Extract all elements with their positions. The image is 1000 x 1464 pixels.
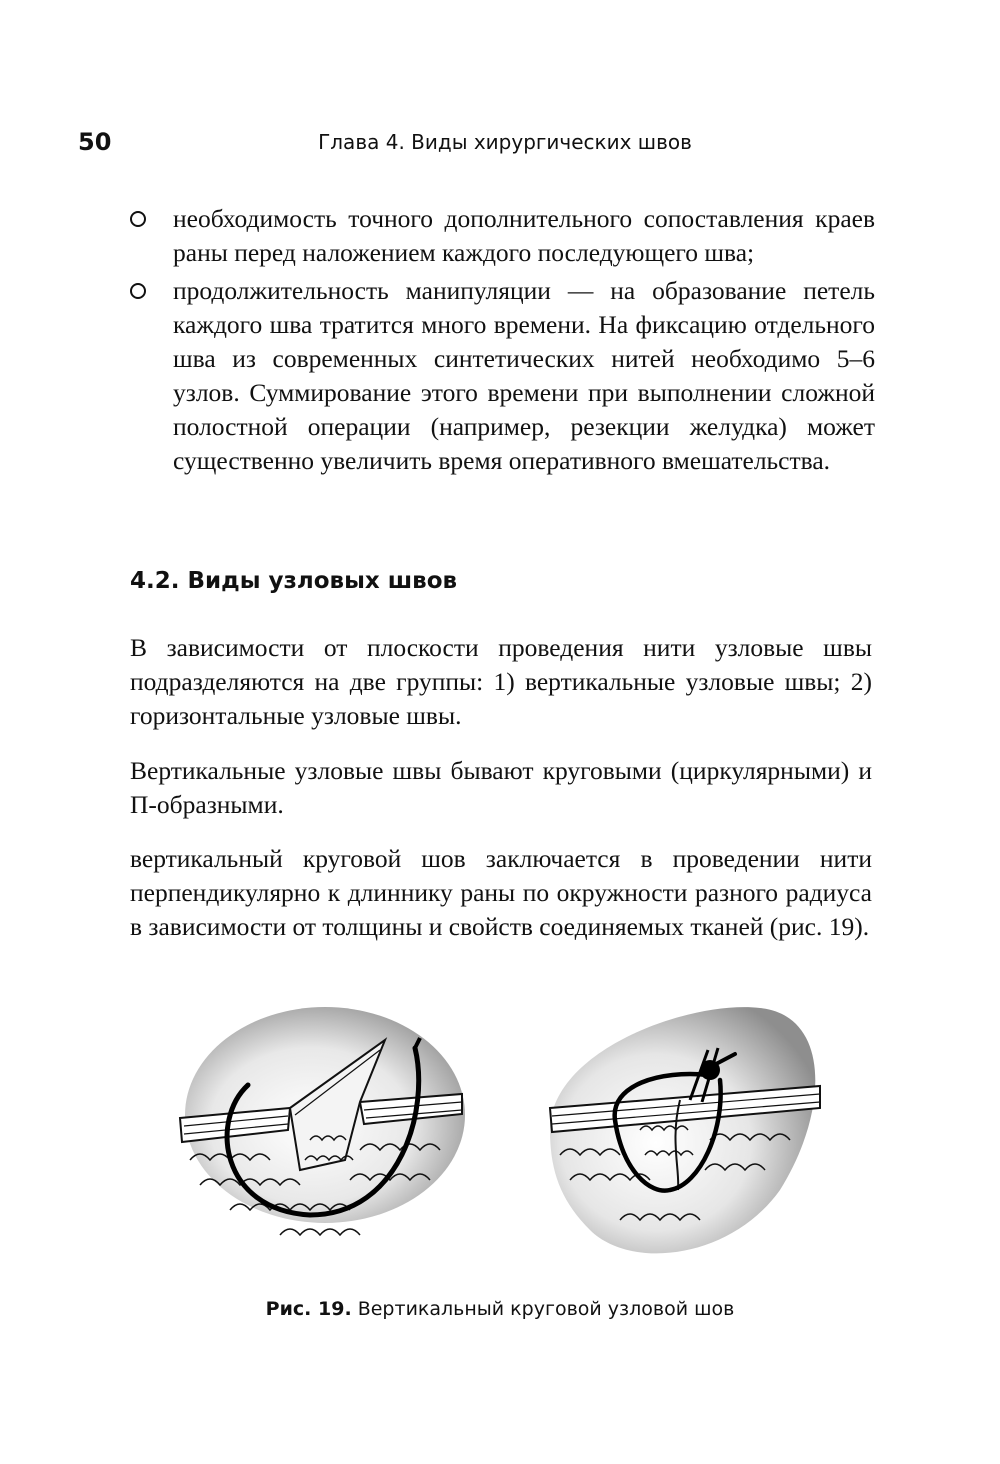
suture-illustration-tied (530, 990, 840, 1270)
circle-bullet-icon (130, 211, 146, 227)
bullet-text: необходимость точного дополнительного сопоставления краев раны перед наложением каждого последующего шва; (173, 204, 875, 267)
bullet-text: продолжительность манипуляции — на образование петель каждого шва тратится много времени. На фиксацию отдельного шва из современных синтетических нитей необходимо 5–6 узлов. Суммирование этого времени при выполнении сложной полостной операции (например, резекции желудка) может существенно увеличить время оперативного вмешательства. (173, 276, 875, 475)
list-item (130, 202, 875, 270)
figure-19 (0, 990, 1000, 1290)
paragraph: В зависимости от плоскости проведения нити узловые швы подразделяются на две группы: 1) вертикальные узловые швы; 2) горизонтальные узловые швы. (130, 633, 872, 730)
figure-caption (0, 1298, 1000, 1320)
page-number: 50 (78, 128, 112, 156)
list-item (130, 274, 875, 478)
paragraph: вертикальный круговой шов заключается в проведении нити перпендикулярно к длиннику раны по окружности разного радиуса в зависимости от толщины и свойств соединяемых тканей (рис. 19). (130, 844, 872, 941)
caption-label: Рис. 19. (265, 1298, 352, 1320)
section-heading: 4.2. Виды узловых швов (130, 568, 458, 594)
caption-text: Вертикальный круговой узловой шов (351, 1298, 735, 1320)
running-head: Глава 4. Виды хирургических швов (318, 130, 692, 154)
paragraph: Вертикальные узловые швы бывают круговыми (циркулярными) и П-образными. (130, 756, 872, 819)
circle-bullet-icon (130, 283, 146, 299)
bullet-list (130, 202, 875, 482)
suture-illustration-open (170, 990, 470, 1260)
